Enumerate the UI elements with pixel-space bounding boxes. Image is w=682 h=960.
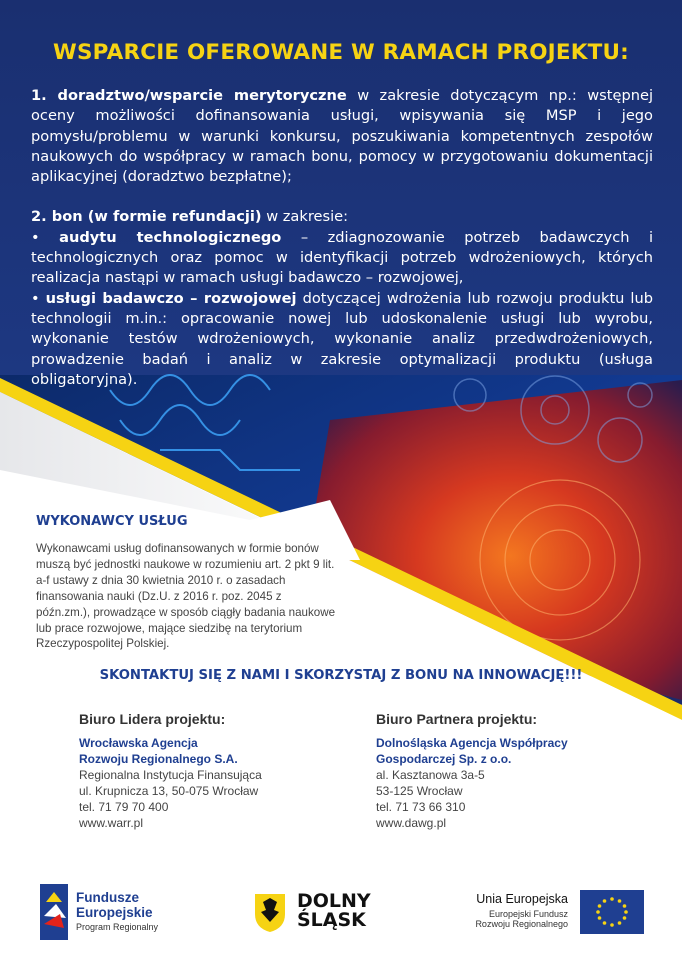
leader-office-heading: Biuro Lidera projektu: — [79, 711, 226, 727]
eagle-coat-of-arms-icon — [253, 892, 287, 932]
support-item-2 — [31, 207, 653, 227]
unia-europejska-logo — [448, 890, 648, 938]
partner-phone[interactable]: tel. 71 73 66 310 — [376, 800, 466, 814]
partner-address-street: al. Kasztanowa 3a-5 — [376, 768, 485, 782]
page-title: WSPARCIE OFEROWANE W RAMACH PROJEKTU: — [53, 40, 629, 65]
contractors-text: Wykonawcami usług dofinansowanych w formie bonów muszą być jednostki naukowe w rozumieniu art. 2 pkt 9 lit. a-f ustawy z dnia 30 kwietnia 2010 r. o zasadach finansowania nauki (Dz.U. z 2016 r. poz. 2045 z późn.zm.), prowadzące w sposób ciągły badania naukowe lub prace rozwojowe, mające siedzibę na terytorium Rzeczypospolitej Polskiej. — [36, 542, 336, 651]
leader-org-line-1: Wrocławska Agencja — [79, 736, 198, 750]
partner-org-line-1: Dolnośląska Agencja Współpracy — [376, 736, 568, 750]
bullet-marker: • — [31, 289, 46, 307]
dolny-slask-logo — [253, 892, 383, 936]
leader-website-link[interactable]: www.warr.pl — [79, 816, 144, 830]
support-item-1-label: 1. doradztwo/wsparcie merytoryczne — [31, 87, 347, 104]
fe-flag-icon — [40, 884, 70, 940]
leader-org-line-2: Rozwoju Regionalnego S.A. — [79, 752, 238, 766]
ue-logo-line-2: Europejski Fundusz — [488, 909, 568, 919]
contractors-section — [36, 514, 336, 652]
leader-office — [79, 711, 319, 831]
support-bullet-audit — [31, 228, 653, 289]
support-item-2-text: w zakresie: — [261, 208, 349, 226]
call-to-action: SKONTAKTUJ SIĘ Z NAMI I SKORZYSTAJ Z BONU NA INNOWACJĘ!!! — [99, 668, 583, 683]
support-item-2-label: 2. bon (w formie refundacji) — [31, 208, 262, 226]
contractors-heading: WYKONAWCY USŁUG — [36, 514, 188, 529]
eu-flag-icon — [580, 890, 644, 934]
bullet-rd-label: usługi badawczo – rozwojowej — [45, 289, 297, 307]
ds-logo-line-2: ŚLĄSK — [297, 909, 366, 931]
support-item-1-text: w zakresie dotyczącym np.: wstępnej oceny możliwości dofinansowania usługi, wpisywania się MSP i jego pomysłu/problemu w warunki konkursu, poszukiwania kompetentnych zespołów naukowych do współpracy w ramach bonu, pomocy w przygotowaniu dokumentacji aplikacyjnej (doradztwo bezpłatne); — [31, 87, 653, 186]
bullet-rd-text: dotyczącej wdrożenia lub rozwoju produktu lub technologii m.in.: opracowanie nowej lub udoskonalenie usługi lub wyrobu, wykonanie testów wdrożeniowych, wykonanie analiz przedwdrożeniowych, prowadzenie badań i analiz w zakresie optymalizacji produktu (usługa obligatoryjna). — [31, 289, 654, 388]
fe-logo-line-1: Fundusze — [76, 890, 139, 905]
support-item-1 — [31, 86, 653, 187]
partner-office-heading: Biuro Partnera projektu: — [376, 711, 538, 727]
partner-website-link[interactable]: www.dawg.pl — [376, 816, 447, 830]
partner-address-city: 53-125 Wrocław — [376, 784, 463, 798]
bullet-audit-text: – zdiagnozowanie potrzeb badawczych i technologicznych oraz pomoc w identyfikacji potrzeb wdrożeniowych, których realizacja nastąpi w ramach usługi badawczo – rozwojowej, — [31, 228, 654, 287]
partner-office — [376, 711, 616, 831]
support-bullet-rd — [31, 289, 653, 390]
support-description — [31, 86, 653, 390]
ds-logo-line-1: DOLNY — [297, 890, 371, 912]
ue-logo-line-1: Unia Europejska — [476, 892, 568, 906]
fe-logo-line-2: Europejskie — [76, 905, 153, 920]
fe-logo-line-3: Program Regionalny — [76, 922, 159, 932]
leader-address: ul. Krupnicza 13, 50-075 Wrocław — [79, 784, 259, 798]
fundusze-europejskie-logo — [40, 884, 190, 940]
partner-org-line-2: Gospodarczej Sp. z o.o. — [376, 752, 512, 766]
bullet-audit-label: audytu technologicznego — [59, 228, 282, 246]
leader-institution: Regionalna Instytucja Finansująca — [79, 768, 262, 782]
leader-phone[interactable]: tel. 71 79 70 400 — [79, 800, 169, 814]
ue-logo-line-3: Rozwoju Regionalnego — [475, 919, 568, 929]
bullet-marker: • — [31, 228, 60, 246]
